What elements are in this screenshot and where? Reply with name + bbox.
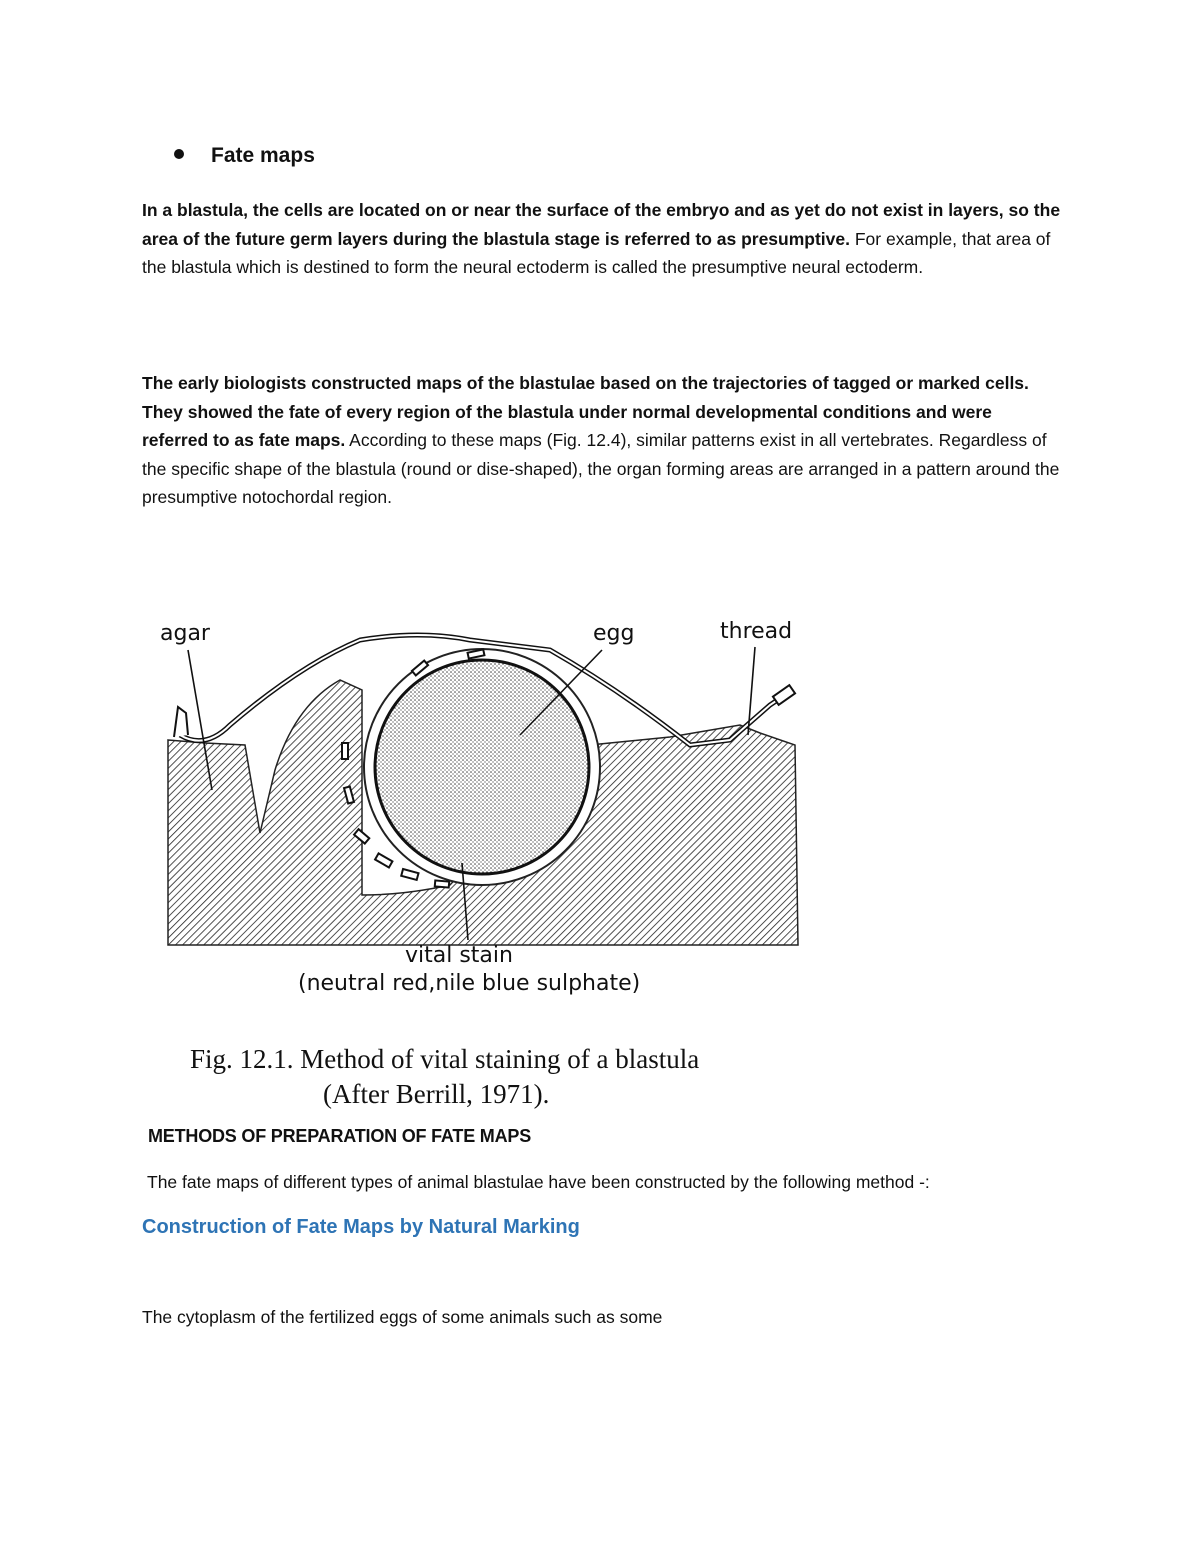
paragraph-presumptive (142, 196, 1062, 282)
figure-caption-line2: (After Berrill, 1971). (323, 1079, 550, 1109)
natural-marking-text: The cytoplasm of the fertilized eggs of some animals such as some (142, 1307, 663, 1327)
methods-heading: METHODS OF PREPARATION OF FATE MAPS (148, 1126, 532, 1146)
section-heading: Fate maps (211, 144, 315, 167)
paragraph-fate-maps-normal: According to these maps (Fig. 12.4), similar patterns exist in all vertebrates. Regardless of the specific shape of the blastula (round or dise-shaped), the organ forming areas are arranged in a pattern around the presumptive notochordal region. (142, 430, 1060, 507)
natural-marking-heading: Construction of Fate Maps by Natural Marking (142, 1216, 580, 1238)
paragraph-presumptive-bold: In a blastula, the cells are located on or near the surface of the embryo and as yet do not exist in layers, so the area of the future germ layers during the blastula stage is referred to as presumptive. (142, 200, 1061, 249)
bullet-icon (172, 147, 186, 161)
paragraph-presumptive-normal: For example, that area of the blastula which is destined to form the neural ectoderm is called the presumptive neural ectoderm. (142, 228, 1051, 277)
label-egg: egg (593, 621, 635, 646)
label-thread: thread (720, 619, 793, 644)
label-agar: agar (160, 621, 210, 646)
egg-circle (375, 660, 589, 874)
label-vital-stain: vital stain (405, 943, 513, 968)
figure-caption-line1: Fig. 12.1. Method of vital staining of a blastula (190, 1044, 700, 1074)
label-stains: (neutral red,nile blue sulphate) (298, 971, 641, 996)
methods-text: The fate maps of different types of animal blastulae have been constructed by the following method -: (147, 1172, 930, 1192)
paragraph-fate-maps-bold: The early biologists constructed maps of the blastulae based on the trajectories of tagged or marked cells. They showed the fate of every region of the blastula under normal developmental conditions and were referred to as fate maps. (142, 373, 1029, 450)
vital-staining-figure (150, 595, 830, 1120)
paragraph-fate-maps (142, 369, 1062, 512)
